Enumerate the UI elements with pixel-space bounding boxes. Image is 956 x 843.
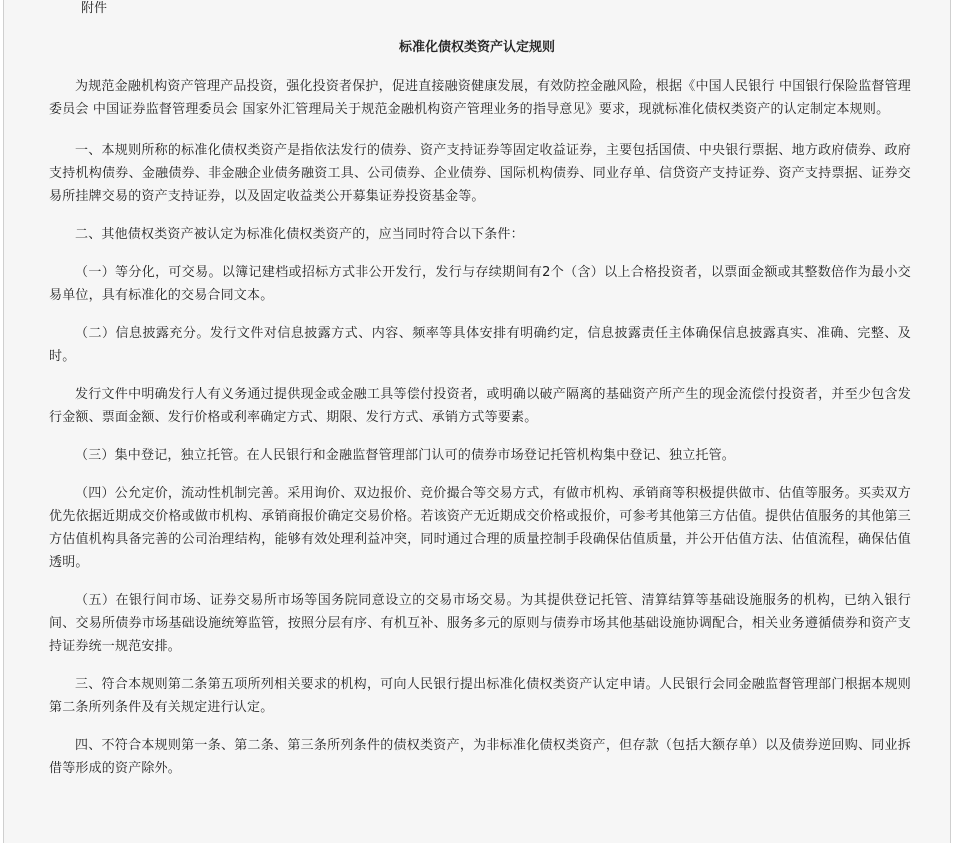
paragraph-condition-2: （二）信息披露充分。发行文件对信息披露方式、内容、频率等具体安排有明确约定，信息披露责任主体确保信息披露真实、准确、完整、及时。: [49, 326, 911, 364]
document-body: [49, 75, 911, 795]
paragraph-condition-1: （一）等分化，可交易。以簿记建档或招标方式非公开发行，发行与存续期间有2个（含）以上合格投资者，以票面金额或其整数倍作为最小交易单位，具有标准化的交易合同文本。: [49, 265, 911, 303]
paragraph-condition-2-detail: 发行文件中明确发行人有义务通过提供现金或金融工具等偿付投资者，或明确以破产隔离的基础资产所产生的现金流偿付投资者，并至少包含发行金额、票面金额、发行价格或利率确定方式、期限、发行方式、承销方式等要素。: [49, 387, 911, 425]
document-title: 标准化债权类资产认定规则: [398, 40, 555, 55]
paragraph-condition-3: （三）集中登记，独立托管。在人民银行和金融监督管理部门认可的债券市场登记托管机构集中登记、独立托管。: [75, 448, 736, 463]
paragraph-article-2: 二、其他债权类资产被认定为标准化债权类资产的，应当同时符合以下条件：: [75, 227, 524, 242]
paragraph-article-4: 四、不符合本规则第一条、第二条、第三条所列条件的债权类资产，为非标准化债权类资产，但存款（包括大额存单）以及债券逆回购、同业拆借等形成的资产除外。: [49, 738, 911, 776]
paragraph-condition-4: （四）公允定价，流动性机制完善。采用询价、双边报价、竞价撮合等交易方式，有做市机构、承销商等积极提供做市、估值等服务。买卖双方优先依据近期成交价格或做市机构、承销商报价确定交易价格。若该资产无近期成交价格或报价，可参考其他第三方估值。提供估值服务的其他第三方估值机构具备完善的公司治理结构，能够有效处理利益冲突，同时通过合理的质量控制手段确保估值质量，并公开估值方法、估值流程，确保估值透明。: [49, 486, 911, 570]
paragraph-intro: 为规范金融机构资产管理产品投资，强化投资者保护，促进直接融资健康发展，有效防控金融风险，根据《中国人民银行 中国银行保险监督管理委员会 中国证券监督管理委员会 国家外汇管理局关于规范金融机构资产管理业务的指导意见》要求，现就标准化债权类资产的认定制定本规则。: [49, 79, 911, 117]
paragraph-article-1: 一、本规则所称的标准化债权类资产是指依法发行的债券、资产支持证券等固定收益证券，主要包括国债、中央银行票据、地方政府债券、政府支持机构债券、金融债券、非金融企业债务融资工具、公司债券、企业债券、国际机构债券、同业存单、信贷资产支持证券、资产支持票据、证券交易所挂牌交易的资产支持证券，以及固定收益类公开募集证券投资基金等。: [49, 143, 911, 204]
paragraph-condition-5: （五）在银行间市场、证券交易所市场等国务院同意设立的交易市场交易。为其提供登记托管、清算结算等基础设施服务的机构，已纳入银行间、交易所债券市场基础设施统筹监管，按照分层有序、有机互补、服务多元的原则与债券市场其他基础设施协调配合，相关业务遵循债券和资产支持证券统一规范安排。: [49, 593, 911, 654]
paragraph-article-3: 三、符合本规则第二条第五项所列相关要求的机构，可向人民银行提出标准化债权类资产认定申请。人民银行会同金融监督管理部门根据本规则第二条所列条件及有关规定进行认定。: [49, 677, 911, 715]
document-page: [3, 0, 951, 843]
attachment-label: 附件: [81, 1, 108, 16]
